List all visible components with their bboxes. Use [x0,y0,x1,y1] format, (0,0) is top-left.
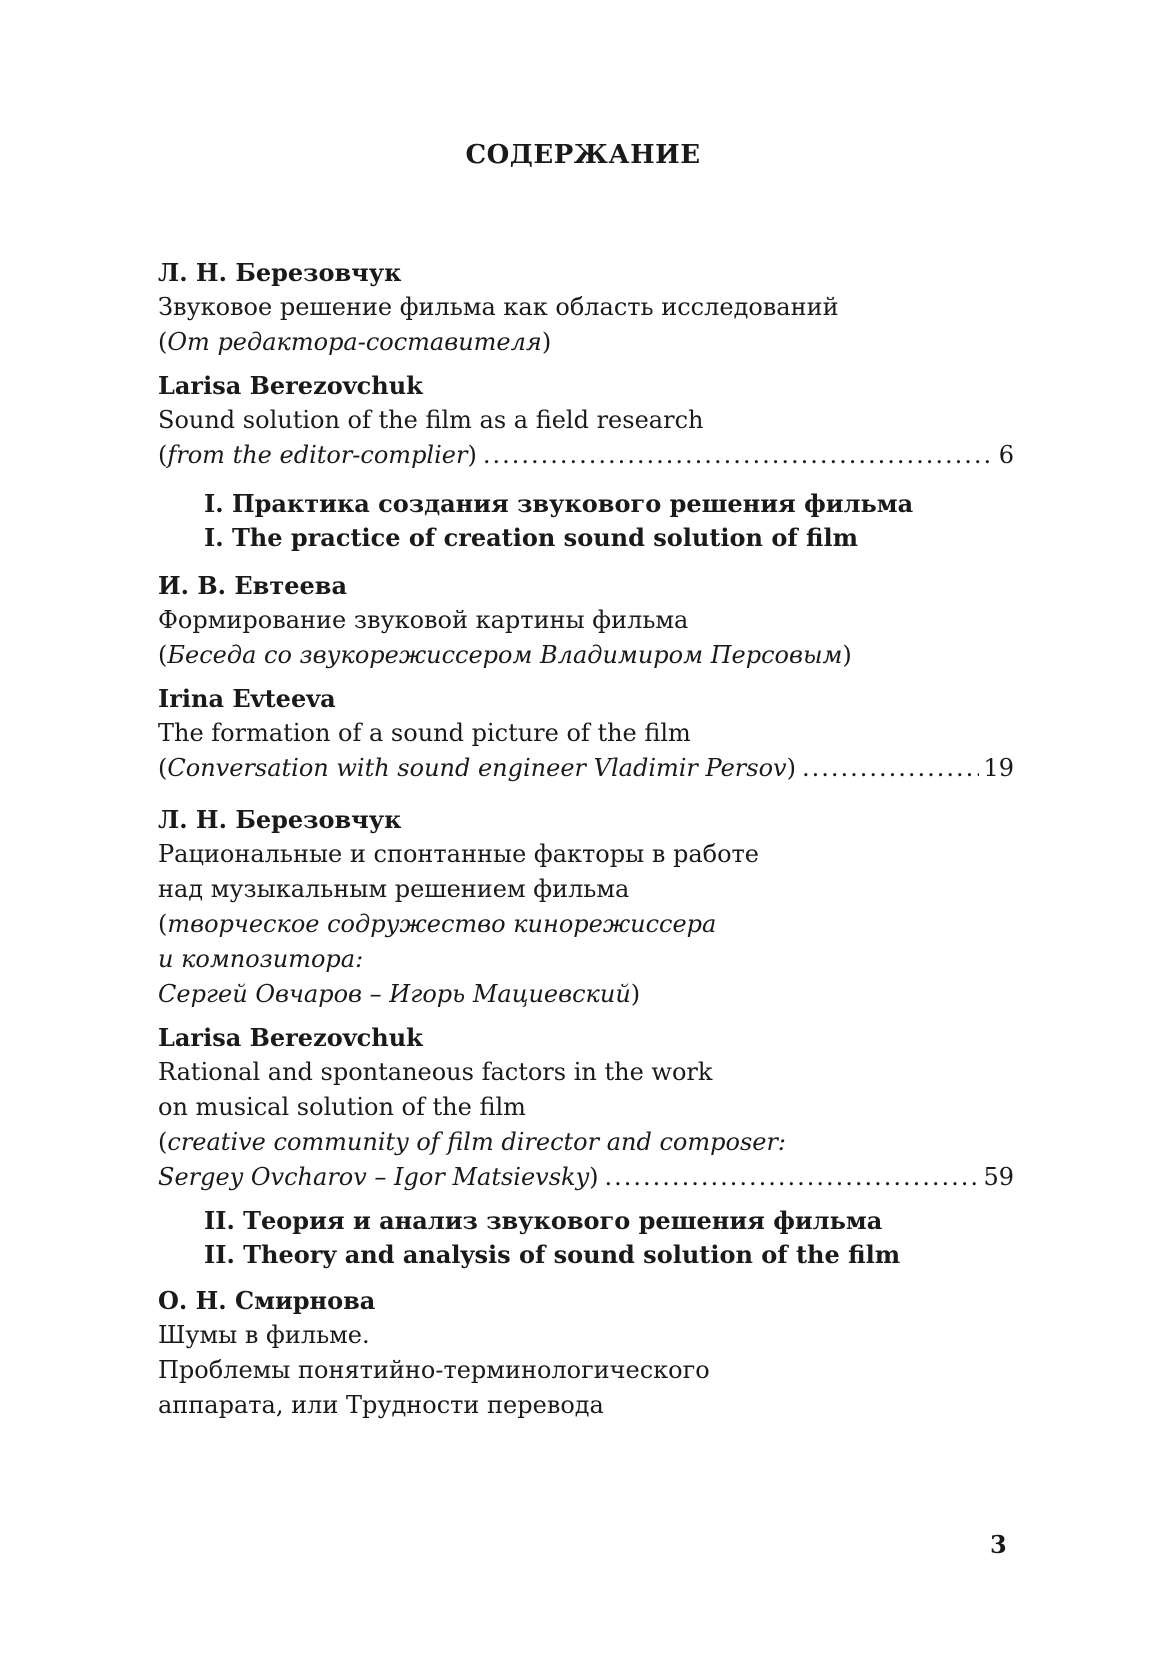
section-heading [204,487,913,555]
entry-title-ru: Формирование звуковой картины фильма [158,606,689,634]
section-heading-ru: II. Теория и анализ звукового решения фильма [204,1206,883,1235]
entry-author-ru: И. В. Евтеева [158,571,347,600]
entry-title-ru: Шумы в фильме. [158,1321,370,1349]
entry-title-en: Rational and spontaneous factors in the work [158,1058,713,1086]
dot-leader [599,1160,980,1195]
page-title: СОДЕРЖАНИЕ [465,140,701,170]
entry-title-ru: аппарата, или Трудности перевода [158,1391,604,1419]
section-heading-ru: I. Практика создания звукового решения фильма [204,489,914,518]
entry-author-en: Larisa Berezovchuk [158,1023,423,1052]
entry-subtitle-ru: (творческое содружество кинорежиссера [158,910,717,938]
toc-entry[interactable] [158,802,1014,1195]
entry-subtitle-en-with-page: (from the editor-complier) ..... 6 [158,438,1014,473]
toc-entry[interactable] [158,255,1014,473]
page-ref: 59 [983,1163,1014,1191]
page-number: 3 [990,1530,1007,1559]
section-heading [204,1204,900,1272]
page-ref: 6 [998,441,1014,469]
toc-entry[interactable] [158,568,1014,786]
entry-subtitle-ru: (От редактора-составителя) [158,328,552,356]
entry-title-en: Sound solution of the film as a field research [158,406,704,434]
entry-title-ru: Звуковое решение фильма как область исследований [158,293,839,321]
entry-author-ru: Л. Н. Березовчук [158,258,402,287]
entry-title-ru: Проблемы понятийно-терминологического [158,1356,710,1384]
entry-title-en: The formation of a sound picture of the film [158,719,691,747]
entry-author-ru: О. Н. Смирнова [158,1286,376,1315]
toc-entry[interactable] [158,1283,1014,1423]
dot-leader [477,438,995,473]
section-heading-en: I. The practice of creation sound solution of film [204,523,858,552]
page-ref: 19 [983,754,1014,782]
entry-author-en: Larisa Berezovchuk [158,371,423,400]
entry-title-en: on musical solution of the film [158,1093,526,1121]
entry-title-ru: Рациональные и спонтанные факторы в работе [158,840,760,868]
entry-author-en: Irina Evteeva [158,684,336,713]
entry-subtitle-en-with-page: (Conversation with sound engineer Vladimir Persov) ..... 19 [158,751,1014,786]
entry-subtitle-ru: Сергей Овчаров – Игорь Мациевский) [158,980,641,1008]
dot-leader [796,751,979,786]
entry-subtitle-en-with-page: Sergey Ovcharov – Igor Matsievsky) ..... 59 [158,1160,1014,1195]
entry-subtitle-ru: и композитора: [158,945,364,973]
entry-author-ru: Л. Н. Березовчук [158,805,402,834]
entry-subtitle-ru: (Беседа со звукорежиссером Владимиром Персовым) [158,641,852,669]
section-heading-en: II. Theory and analysis of sound solution of the film [204,1240,901,1269]
entry-title-ru: над музыкальным решением фильма [158,875,630,903]
entry-subtitle-en: (creative community of film director and composer: [158,1128,787,1156]
